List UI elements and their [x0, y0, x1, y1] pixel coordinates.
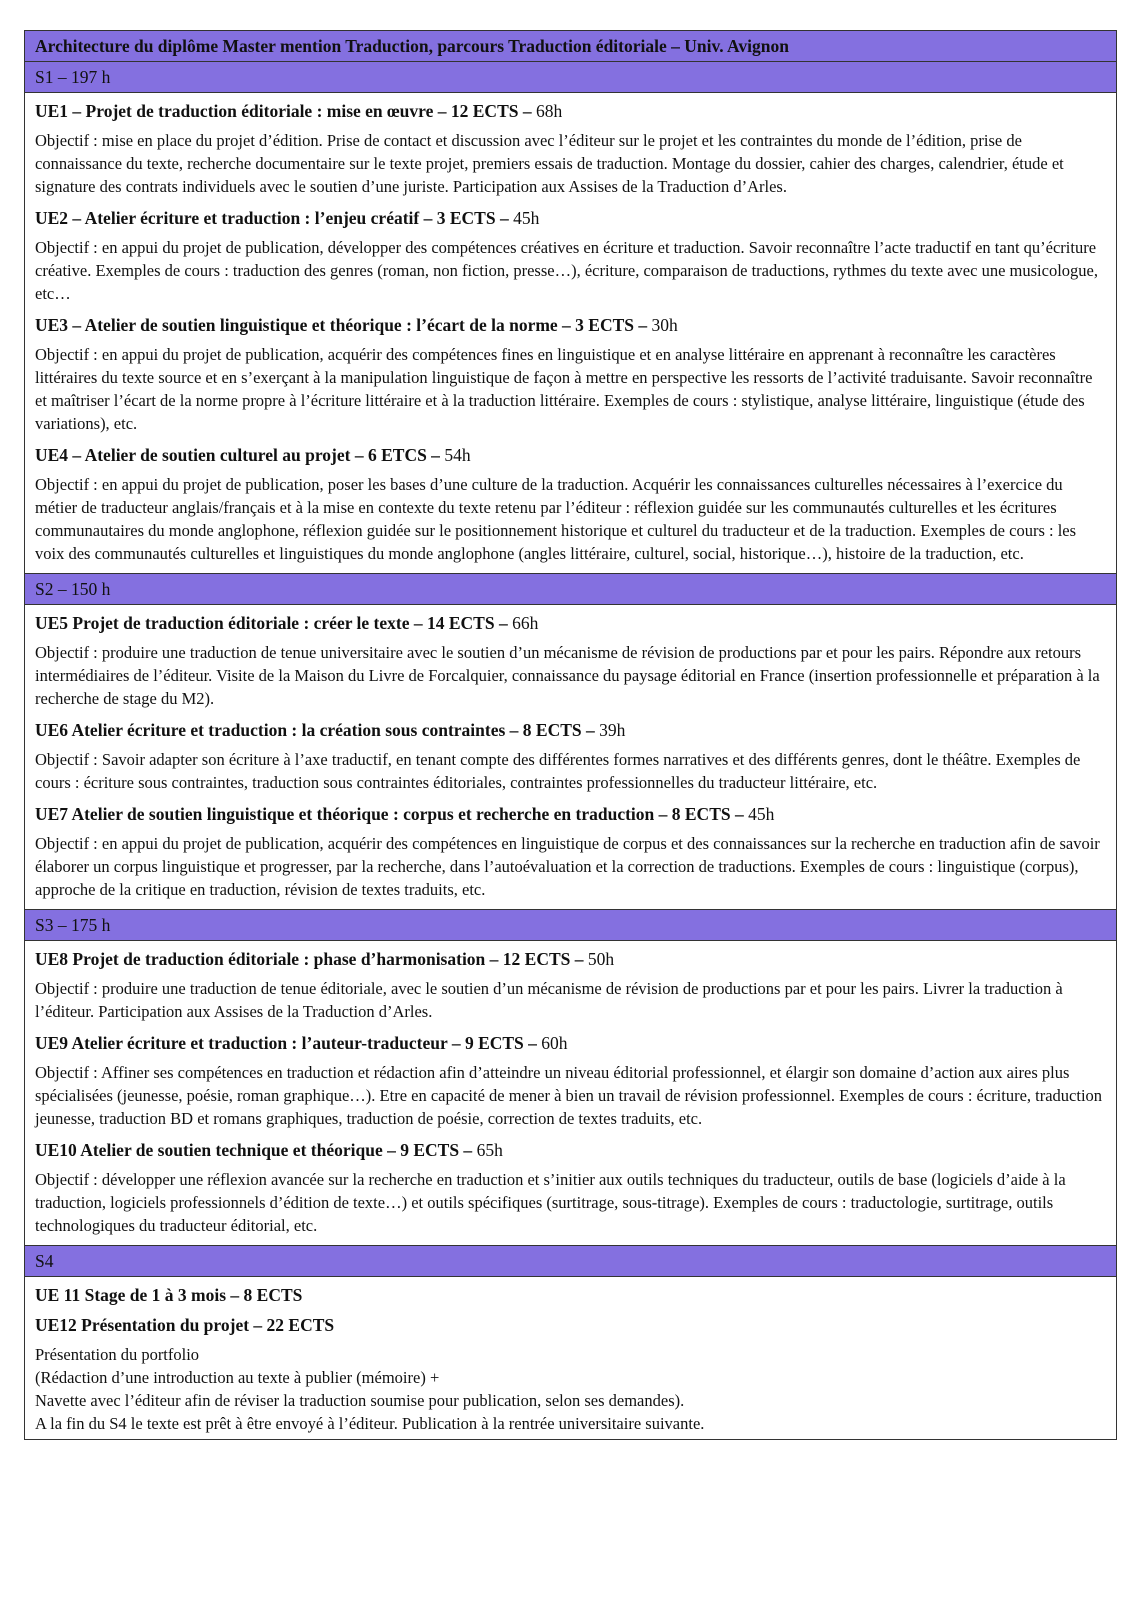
- ue-block: [35, 443, 1106, 565]
- ue-block: [35, 611, 1106, 710]
- ue-title: UE3 – Atelier de soutien linguistique et théorique : l’écart de la norme – 3 ECTS – 30h: [35, 315, 678, 335]
- ue-title: UE5 Projet de traduction éditoriale : créer le texte – 14 ECTS – 66h: [35, 613, 539, 633]
- ue-block: [35, 718, 1106, 794]
- ue-description: Objectif : Affiner ses compétences en traduction et rédaction afin d’atteindre un niveau éditorial professionnel, et élargir son domaine d’action aux aires plus spécialisées (jeunesse, poésie, roman graphique…). Etre en capacité de mener à bien un travail de révision professionnel. Exemples de cours : écriture, traduction jeunesse, traduction BD et romans graphiques, traduction de poésie, correction de textes traduits, etc.: [35, 1063, 1103, 1128]
- ue-title: UE8 Projet de traduction éditoriale : phase d’harmonisation – 12 ECTS – 50h: [35, 949, 615, 969]
- ue-title: UE6 Atelier écriture et traduction : la création sous contraintes – 8 ECTS – 39h: [35, 720, 626, 740]
- ue-description: Objectif : en appui du projet de publication, acquérir des compétences fines en linguistique et en analyse littéraire en apprenant à reconnaître les caractères littéraires du texte source et en s’exerçant à la manipulation linguistique de façon à mettre en perspective les ressorts de l’activité traduisante. Savoir reconnaître et maîtriser l’écart de la norme propre à l’écriture littéraire et à la traduction littéraire. Exemples de cours : stylistique, analyse littéraire, linguistique (étude des variations), etc.: [35, 345, 1093, 433]
- semester-header-s1: S1 – 197 h: [25, 62, 1116, 93]
- ue-block: [35, 99, 1106, 198]
- s4-line: Navette avec l’éditeur afin de réviser la traduction soumise pour publication, selon ses demandes).: [35, 1391, 685, 1410]
- s4-line: A la fin du S4 le texte est prêt à être envoyé à l’éditeur. Publication à la rentrée universitaire suivante.: [35, 1414, 705, 1433]
- ue-description: Objectif : développer une réflexion avancée sur la recherche en traduction et s’initier aux outils techniques du traducteur, outils de base (logiciels d’aide à la traduction, logiciels professionnels d’édition de texte…) et outils spécifiques (surtitrage, sous-titrage). Exemples de cours : traductologie, surtitrage, outils technologiques du traducteur éditorial, etc.: [35, 1170, 1066, 1235]
- ue-title: UE4 – Atelier de soutien culturel au projet – 6 ETCS – 54h: [35, 445, 471, 465]
- semester-body-s1: [25, 93, 1116, 574]
- ue-title: UE1 – Projet de traduction éditoriale : mise en œuvre – 12 ECTS – 68h: [35, 101, 563, 121]
- s4-line: Présentation du portfolio: [35, 1345, 200, 1364]
- ue-description: Objectif : Savoir adapter son écriture à l’axe traductif, en tenant compte des différentes formes narratives et des différents genres, dont le théâtre. Exemples de cours : écriture sous contraintes, traduction sous contraintes éditoriales, contraintes professionnelles du traducteur littéraire, etc.: [35, 750, 1081, 792]
- ue-title: UE9 Atelier écriture et traduction : l’auteur-traducteur – 9 ECTS – 60h: [35, 1033, 568, 1053]
- semester-header-s2: S2 – 150 h: [25, 574, 1116, 605]
- semester-header-s4: S4: [25, 1246, 1116, 1277]
- ue-block: [35, 313, 1106, 435]
- ue-description: Objectif : en appui du projet de publication, acquérir des compétences en linguistique de corpus et des connaissances sur la recherche en traduction afin de savoir élaborer un corpus linguistique et progresser, par la recherche, dans l’autoévaluation et la correction de traductions. Exemples de cours : linguistique (corpus), approche de la critique en traduction, révision de textes traduits, etc.: [35, 834, 1100, 899]
- s4-line: (Rédaction d’une introduction au texte à publier (mémoire) +: [35, 1368, 440, 1387]
- semester-body-s4: [25, 1277, 1116, 1439]
- ue-title: UE10 Atelier de soutien technique et théorique – 9 ECTS – 65h: [35, 1140, 503, 1160]
- ue-block: [35, 1138, 1106, 1237]
- ue-title: UE7 Atelier de soutien linguistique et théorique : corpus et recherche en traduction – 8 ECTS – 45h: [35, 804, 775, 824]
- semester-body-s3: [25, 941, 1116, 1246]
- ue-description: Objectif : en appui du projet de publication, poser les bases d’une culture de la traduction. Acquérir les connaissances culturelles nécessaires à l’exercice du métier de traducteur anglais/français et à la mise en contexte du texte retenu par l’éditeur : réflexion guidée sur les communautés culturelles et les écritures communautaires du monde anglophone, réflexion guidée sur le positionnement historique et culturel du traducteur et de la traduction. Exemples de cours : les voix des communautés culturelles et linguistiques du monde anglophone (angles littéraire, culturel, social, historique…), histoire de la traduction, etc.: [35, 475, 1077, 563]
- ue-description: Objectif : produire une traduction de tenue universitaire avec le soutien d’un mécanisme de révision de productions par et pour les pairs. Répondre aux retours intermédiaires de l’éditeur. Visite de la Maison du Livre de Forcalquier, connaissance du paysage éditorial en France (insertion professionnelle et préparation à la recherche de stage du M2).: [35, 643, 1100, 708]
- ue-title: UE12 Présentation du projet – 22 ECTS: [35, 1315, 335, 1335]
- degree-architecture-table: [24, 30, 1117, 1440]
- ue-block: [35, 947, 1106, 1023]
- ue-title: UE2 – Atelier écriture et traduction : l’enjeu créatif – 3 ECTS – 45h: [35, 208, 540, 228]
- document-title: Architecture du diplôme Master mention Traduction, parcours Traduction éditoriale – Univ. Avignon: [25, 31, 1116, 62]
- semester-body-s2: [25, 605, 1116, 910]
- semester-header-s3: S3 – 175 h: [25, 910, 1116, 941]
- ue-description: Objectif : mise en place du projet d’édition. Prise de contact et discussion avec l’éditeur sur le projet et les contraintes du monde de l’édition, prise de connaissance du texte, recherche documentaire sur le texte projet, premiers essais de traduction. Montage du dossier, cahier des charges, calendrier, étude et signature des contrats individuels avec le soutien d’une juriste. Participation aux Assises de la Traduction d’Arles.: [35, 131, 1064, 196]
- ue-description: Objectif : en appui du projet de publication, développer des compétences créatives en écriture et traduction. Savoir reconnaître l’acte traductif en tant qu’écriture créative. Exemples de cours : traduction des genres (roman, non fiction, presse…), écriture, comparaison de traductions, rythmes du texte avec une musicologue, etc…: [35, 238, 1098, 303]
- ue-title: UE 11 Stage de 1 à 3 mois – 8 ECTS: [35, 1285, 303, 1305]
- ue-description: Objectif : produire une traduction de tenue éditoriale, avec le soutien d’un mécanisme de révision de productions par et pour les pairs. Livrer la traduction à l’éditeur. Participation aux Assises de la Traduction d’Arles.: [35, 979, 1063, 1021]
- ue-block: [35, 802, 1106, 901]
- ue-block: [35, 1031, 1106, 1130]
- ue-block: [35, 206, 1106, 305]
